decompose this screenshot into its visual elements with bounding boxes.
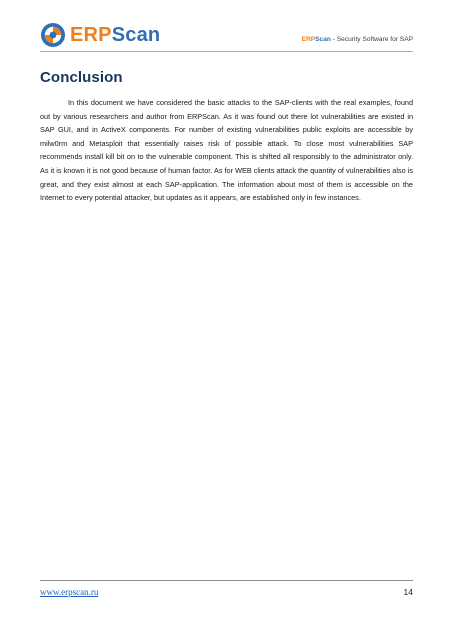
logo-wordmark <box>70 25 160 45</box>
page-header <box>40 22 413 54</box>
page-number: 14 <box>403 587 413 597</box>
section-title: Conclusion <box>40 69 123 86</box>
body-paragraph: In this document we have considered the basic attacks to the SAP-clients with the real examples, found out by various researchers and author from ERPScan. As it was found out there lot vulnerabilities are existed in SAP GUI, and in ActiveX components. For number of existing vulnerabilities public exploits are accessible by milw0rm and Metasploit that essentially raises risk of possible attack. To close most vulnerabilities SAP recommends install kill bit on to the vulnerable component. This is shifted all responsibly to the administrator only. As it is known it is not good because of human factor. As for WEB clients attack the quantity of vulnerabilities also is great, and they exist almost at each SAP-application. The information about most of them is accessible on the Internet to every potential attacker, but updates as it appears, are established only in few instances. <box>40 98 413 203</box>
tagline-erp: ERP <box>301 36 316 43</box>
erpscan-logo-icon <box>40 22 66 48</box>
logo-scan-text: Scan <box>111 24 161 46</box>
header-divider <box>40 51 413 52</box>
erpscan-logo <box>40 22 160 48</box>
header-tagline <box>302 36 413 43</box>
tagline-scan: Scan <box>315 36 331 43</box>
footer-divider <box>40 580 413 581</box>
footer-website-link[interactable]: www.erpscan.ru <box>40 587 99 597</box>
logo-erp-text: ERP <box>70 24 112 46</box>
tagline-rest: - Security Software for SAP <box>330 36 413 43</box>
